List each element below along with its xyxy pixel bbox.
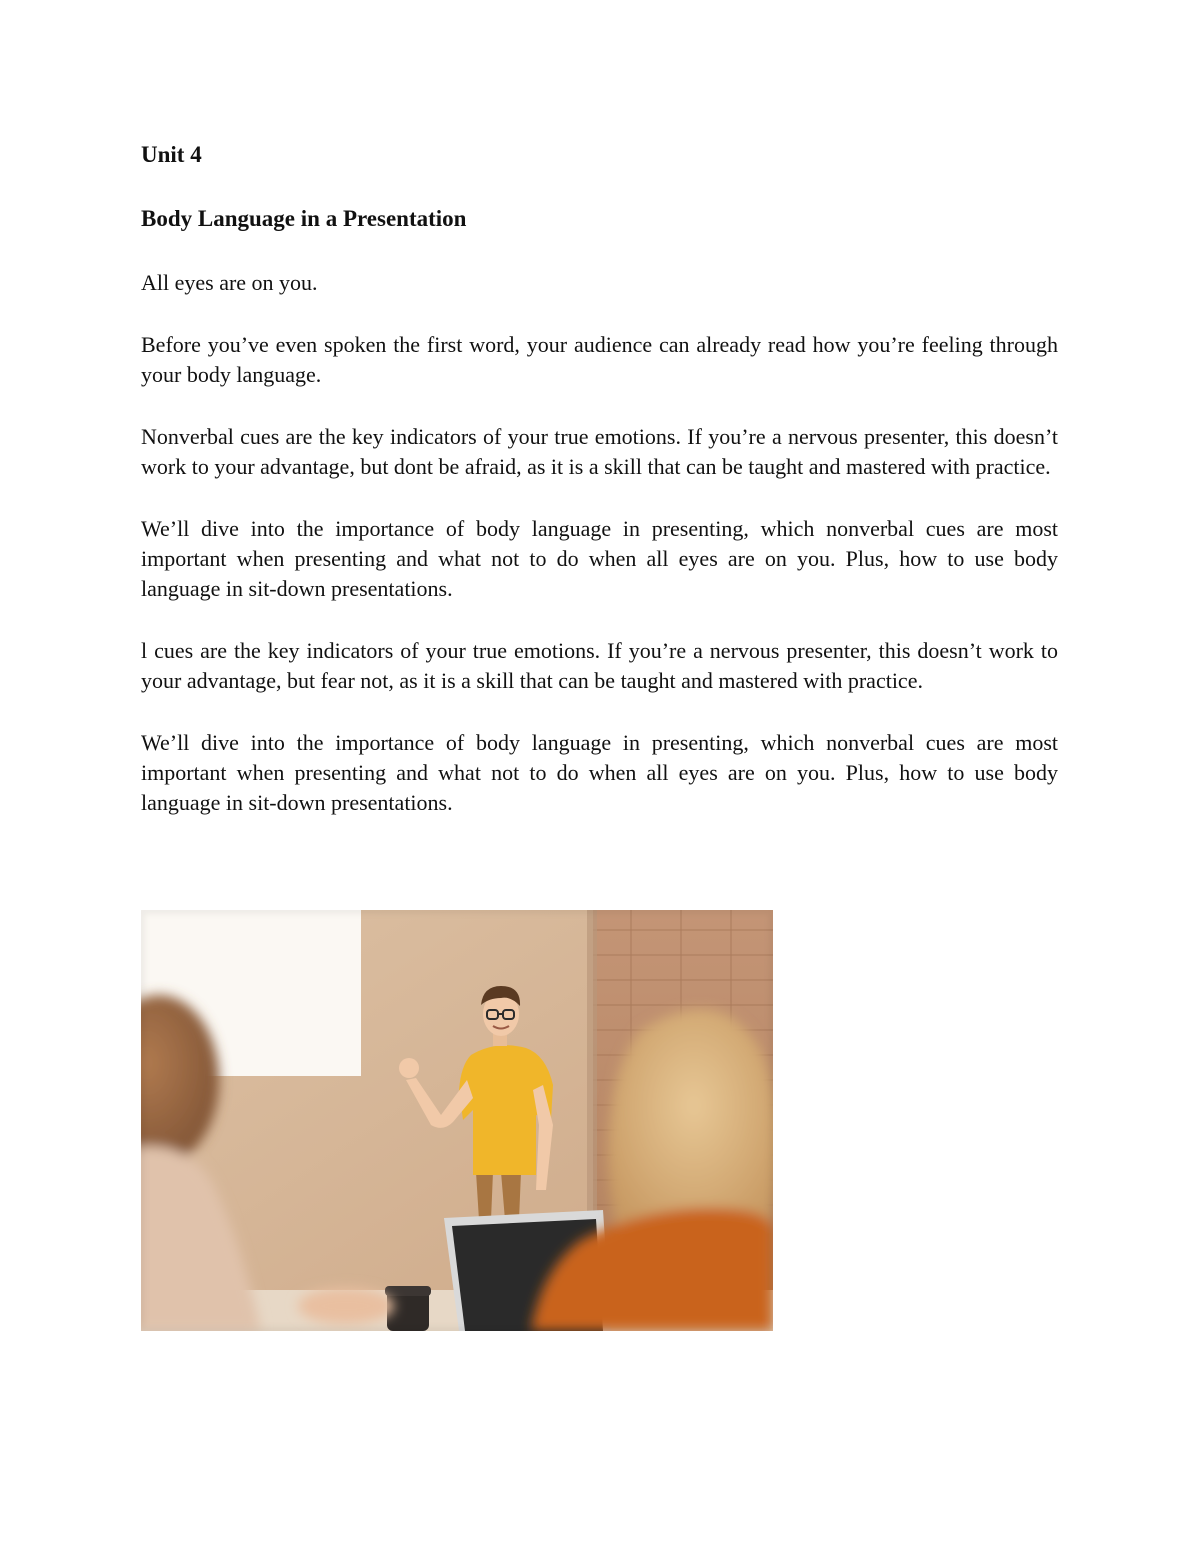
paragraph-cues-repeat: l cues are the key indicators of your true emotions. If you’re a nervous presenter, this doesn’t work to your advantage, but fear not, as it is a skill that can be taught and mastered with practice.: [141, 638, 1058, 693]
unit-label: Unit 4: [141, 142, 202, 167]
presentation-photo: [141, 910, 773, 1331]
paragraph-dive-in-repeat: We’ll dive into the importance of body language in presenting, which nonverbal cues are most important when presenting and what not to do when all eyes are on you. Plus, how to use body language in sit-down presentations.: [141, 730, 1058, 815]
document-body: [141, 140, 1058, 850]
paragraph-nonverbal-cues: Nonverbal cues are the key indicators of your true emotions. If you’re a nervous presenter, this doesn’t work to your advantage, but dont be afraid, as it is a skill that can be taught and mastered with practice.: [141, 424, 1058, 479]
paragraph-before-speaking: Before you’ve even spoken the first word, your audience can already read how you’re feeling through your body language.: [141, 332, 1058, 387]
paragraph-dive-in: We’ll dive into the importance of body language in presenting, which nonverbal cues are most important when presenting and what not to do when all eyes are on you. Plus, how to use body language in sit-down presentations.: [141, 516, 1058, 601]
presentation-photo-illustration: [141, 910, 773, 1331]
document-title: Body Language in a Presentation: [141, 206, 467, 231]
paragraph-intro: All eyes are on you.: [141, 270, 318, 295]
